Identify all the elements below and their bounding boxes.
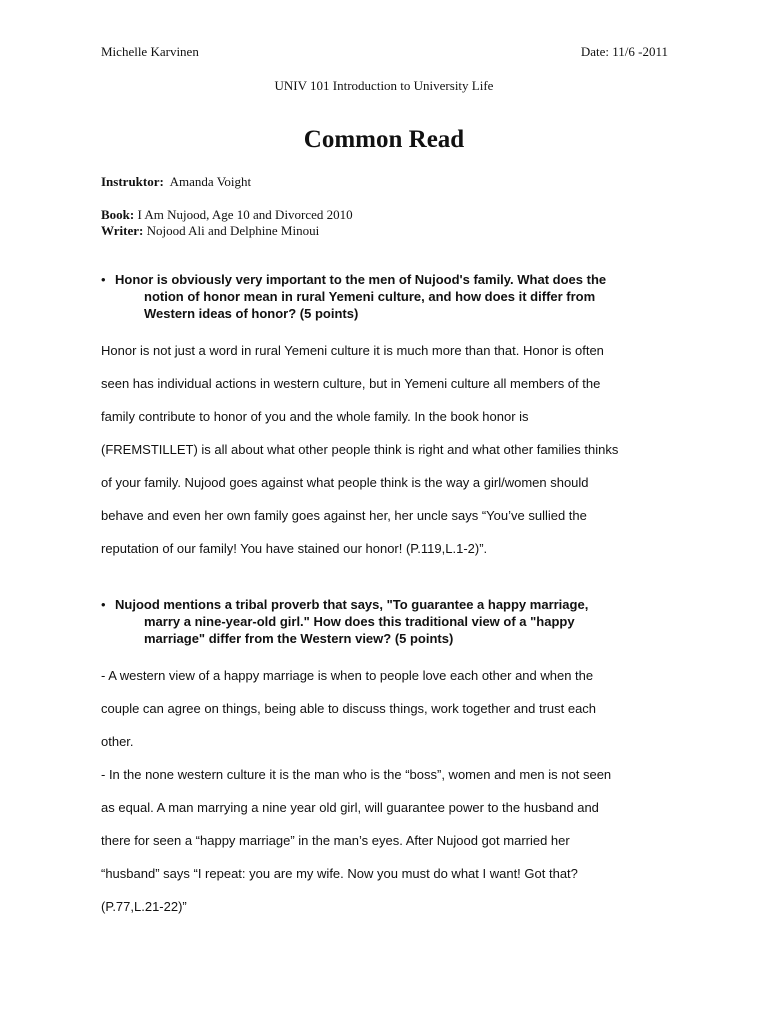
answer-2-line: couple can agree on things, being able to discuss things, work together and trust each bbox=[101, 701, 597, 716]
answer-2-line: as equal. A man marrying a nine year old girl, will guarantee power to the husband and bbox=[101, 800, 599, 815]
writer-label: Writer: bbox=[101, 223, 144, 238]
answer-2-line: - In the none western culture it is the man who is the “boss”, women and men is not seen bbox=[101, 767, 612, 782]
writer-value: Nojood Ali and Delphine Minoui bbox=[146, 223, 320, 238]
answer-2-line: “husband” says “I repeat: you are my wife. Now you must do what I want! Got that? bbox=[101, 866, 578, 881]
answer-2-line: other. bbox=[101, 734, 134, 749]
answer-1-line: seen has individual actions in western culture, but in Yemeni culture all members of the bbox=[101, 376, 601, 391]
question-1 bbox=[101, 271, 661, 322]
answer-1-line: reputation of our family! You have stained our honor! (P.119,L.1-2)”. bbox=[101, 541, 488, 556]
question-1-line-1: Honor is obviously very important to the men of Nujood's family. What does the bbox=[115, 272, 607, 287]
page-title: Common Read bbox=[303, 126, 465, 153]
question-2 bbox=[101, 596, 661, 647]
instructor-value: Amanda Voight bbox=[169, 174, 252, 189]
question-2-line-2: marry a nine-year-old girl." How does this traditional view of a "happy bbox=[144, 614, 575, 629]
book-line bbox=[101, 207, 353, 223]
document-date: Date: 11/6 -2011 bbox=[580, 44, 668, 59]
question-2-line-3: marriage" differ from the Western view? (5 points) bbox=[144, 631, 454, 646]
answer-2-line: - A western view of a happy marriage is when to people love each other and when the bbox=[101, 668, 594, 683]
answer-1-line: Honor is not just a word in rural Yemeni culture it is much more than that. Honor is often bbox=[101, 343, 604, 358]
book-value: I Am Nujood, Age 10 and Divorced 2010 bbox=[137, 207, 353, 222]
bullet-icon: • bbox=[101, 272, 106, 287]
writer-line bbox=[101, 223, 319, 239]
question-2-line-1: Nujood mentions a tribal proverb that says, "To guarantee a happy marriage, bbox=[115, 597, 589, 612]
bullet-icon: • bbox=[101, 597, 106, 612]
answer-1-line: of your family. Nujood goes against what people think is the way a girl/women should bbox=[101, 475, 589, 490]
answer-1-line: (FREMSTILLET) is all about what other people think is right and what other families thinks bbox=[101, 442, 619, 457]
answer-2-line: (P.77,L.21-22)” bbox=[101, 899, 187, 914]
question-1-line-3: Western ideas of honor? (5 points) bbox=[144, 306, 359, 321]
answer-1-line: family contribute to honor of you and the whole family. In the book honor is bbox=[101, 409, 529, 424]
author-name: Michelle Karvinen bbox=[101, 44, 199, 59]
answer-1-line: behave and even her own family goes against her, her uncle says “You’ve sullied the bbox=[101, 508, 587, 523]
question-1-line-2: notion of honor mean in rural Yemeni culture, and how does it differ from bbox=[144, 289, 596, 304]
answer-2-line: there for seen a “happy marriage” in the man’s eyes. After Nujood got married her bbox=[101, 833, 570, 848]
instructor-label: Instruktor: bbox=[101, 174, 164, 189]
course-title: UNIV 101 Introduction to University Life bbox=[274, 78, 494, 93]
book-label: Book: bbox=[101, 207, 135, 222]
instructor-line bbox=[101, 174, 251, 190]
